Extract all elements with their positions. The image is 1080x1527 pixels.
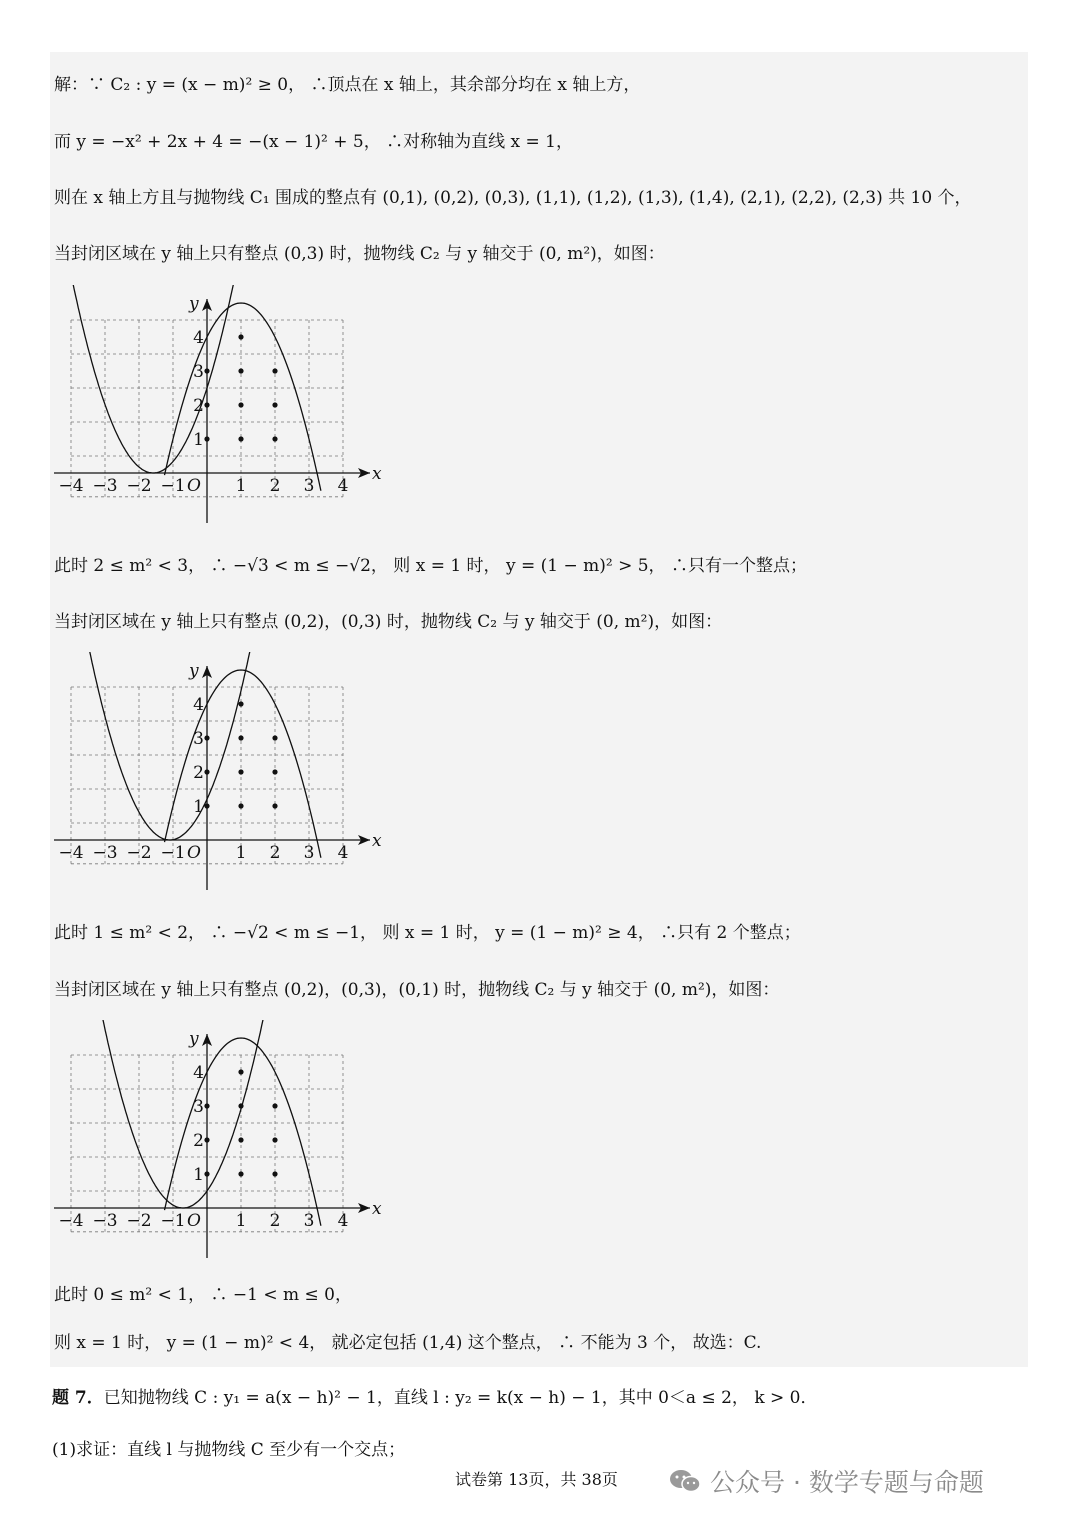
y-tick-label: 1: [193, 430, 204, 450]
x-tick-label: −3: [92, 476, 118, 496]
x-tick-label: 3: [303, 476, 315, 496]
x-tick-label: 1: [235, 1211, 247, 1231]
question-7-text: 已知抛物线 C : y₁ = a(x − h)² − 1，直线 l : y₂ = k(x − h) − 1，其中 0＜a ≤ 2， k > 0．: [103, 1388, 818, 1408]
x-tick-label: 2: [269, 843, 281, 863]
integer-point: [272, 803, 277, 808]
integer-point: [238, 368, 243, 373]
integer-point: [238, 701, 243, 706]
x-tick-label: 2: [269, 476, 281, 496]
x-tick-label: −4: [58, 843, 84, 863]
x-tick-label: 4: [337, 843, 349, 863]
solution-line-5: 此时 2 ≤ m² < 3， ∴ −√3 < m ≤ −√2， 则 x = 1 时， y = (1 − m)² > 5， ∴只有一个整点；: [54, 556, 807, 576]
solution-line-7: 此时 1 ≤ m² < 2， ∴ −√2 < m ≤ −1， 则 x = 1 时， y = (1 − m)² ≥ 4， ∴只有 2 个整点；: [54, 923, 801, 943]
x-tick-label: −2: [126, 476, 152, 496]
origin-label: O: [187, 476, 201, 496]
integer-point: [272, 368, 277, 373]
question-7-part-1: (1)求证：直线 l 与抛物线 C 至少有一个交点；: [52, 1440, 406, 1460]
integer-point: [272, 1137, 277, 1142]
integer-point: [272, 769, 277, 774]
x-tick-label: −1: [160, 476, 186, 496]
origin-label: O: [187, 843, 201, 863]
integer-point: [204, 1137, 209, 1142]
wechat-icon: [668, 1467, 702, 1495]
parabola-c2: [89, 652, 250, 840]
y-tick-label: 3: [193, 1097, 204, 1117]
x-tick-label: 4: [337, 476, 349, 496]
figure-2: [50, 652, 390, 897]
parabola-c2: [73, 285, 234, 473]
integer-point: [238, 402, 243, 407]
parabola-c1: [165, 303, 321, 491]
integer-point: [204, 1171, 209, 1176]
solution-line-8: 当封闭区域在 y 轴上只有整点 (0,2)，(0,3)，(0,1) 时，抛物线 C₂ 与 y 轴交于 (0, m²)，如图：: [54, 980, 780, 1000]
x-axis-label: x: [372, 464, 382, 484]
y-axis-label: y: [189, 661, 199, 681]
x-tick-label: −3: [92, 843, 118, 863]
page-footer: 试卷第 13页，共 38页: [455, 1470, 618, 1489]
y-tick-label: 2: [193, 1131, 204, 1151]
integer-point: [238, 1137, 243, 1142]
integer-point: [272, 1103, 277, 1108]
integer-point: [204, 402, 209, 407]
y-axis-label: y: [189, 294, 199, 314]
solution-line-4: 当封闭区域在 y 轴上只有整点 (0,3) 时，抛物线 C₂ 与 y 轴交于 (0, m²)，如图：: [54, 244, 665, 264]
x-tick-label: 1: [235, 476, 247, 496]
y-tick-label: 4: [193, 695, 204, 715]
x-tick-label: −4: [58, 1211, 84, 1231]
integer-point: [204, 735, 209, 740]
integer-point: [238, 436, 243, 441]
y-tick-label: 2: [193, 396, 204, 416]
watermark: [668, 1463, 984, 1499]
integer-point: [238, 769, 243, 774]
integer-point: [204, 1103, 209, 1108]
integer-point: [238, 334, 243, 339]
solution-line-2: 而 y = −x² + 2x + 4 = −(x − 1)² + 5， ∴对称轴为直线 x = 1，: [54, 132, 573, 152]
figure-3: [50, 1020, 390, 1265]
solution-line-10: 则 x = 1 时， y = (1 − m)² < 4， 就必定包括 (1,4) 这个整点， ∴ 不能为 3 个， 故选：C.: [54, 1333, 762, 1353]
integer-point: [238, 735, 243, 740]
integer-point: [272, 1171, 277, 1176]
x-tick-label: 1: [235, 843, 247, 863]
watermark-text: 公众号 · 数学专题与命题: [710, 1468, 984, 1497]
y-tick-label: 4: [193, 1063, 204, 1083]
integer-point: [272, 402, 277, 407]
x-tick-label: 3: [303, 843, 315, 863]
x-tick-label: 3: [303, 1211, 315, 1231]
x-tick-label: −1: [160, 843, 186, 863]
x-tick-label: 4: [337, 1211, 349, 1231]
integer-point: [238, 1171, 243, 1176]
integer-point: [238, 803, 243, 808]
parabola-c1: [165, 1038, 321, 1226]
x-axis-label: x: [372, 831, 382, 851]
solution-line-9: 此时 0 ≤ m² < 1， ∴ −1 < m ≤ 0，: [54, 1285, 352, 1305]
y-tick-label: 1: [193, 797, 204, 817]
y-tick-label: 2: [193, 763, 204, 783]
integer-point: [204, 436, 209, 441]
origin-label: O: [187, 1211, 201, 1231]
x-tick-label: −2: [126, 1211, 152, 1231]
x-tick-label: −3: [92, 1211, 118, 1231]
x-tick-label: −4: [58, 476, 84, 496]
parabola-c2: [103, 1020, 264, 1208]
x-axis-label: x: [372, 1199, 382, 1219]
y-tick-label: 3: [193, 362, 204, 382]
solution-line-1: 解：∵ C₂ : y = (x − m)² ≥ 0， ∴顶点在 x 轴上，其余部分均在 x 轴上方，: [54, 75, 641, 95]
y-tick-label: 1: [193, 1165, 204, 1185]
integer-point: [204, 769, 209, 774]
y-axis-label: y: [189, 1029, 199, 1049]
y-tick-label: 3: [193, 729, 204, 749]
question-7-label: 题 7．: [52, 1388, 104, 1408]
integer-point: [272, 436, 277, 441]
integer-point: [272, 735, 277, 740]
x-tick-label: 2: [269, 1211, 281, 1231]
figure-1: [50, 285, 390, 530]
integer-point: [238, 1069, 243, 1074]
integer-point: [204, 368, 209, 373]
solution-line-6: 当封闭区域在 y 轴上只有整点 (0,2)，(0,3) 时，抛物线 C₂ 与 y 轴交于 (0, m²)，如图：: [54, 612, 723, 632]
y-tick-label: 4: [193, 328, 204, 348]
x-tick-label: −2: [126, 843, 152, 863]
x-tick-label: −1: [160, 1211, 186, 1231]
question-7: [52, 1383, 818, 1408]
solution-line-3: 则在 x 轴上方且与抛物线 C₁ 围成的整点有 (0,1), (0,2), (0,3), (1,1), (1,2), (1,3), (1,4), (2,1), (2,2), (2,3) 共 10 个，: [54, 188, 972, 208]
